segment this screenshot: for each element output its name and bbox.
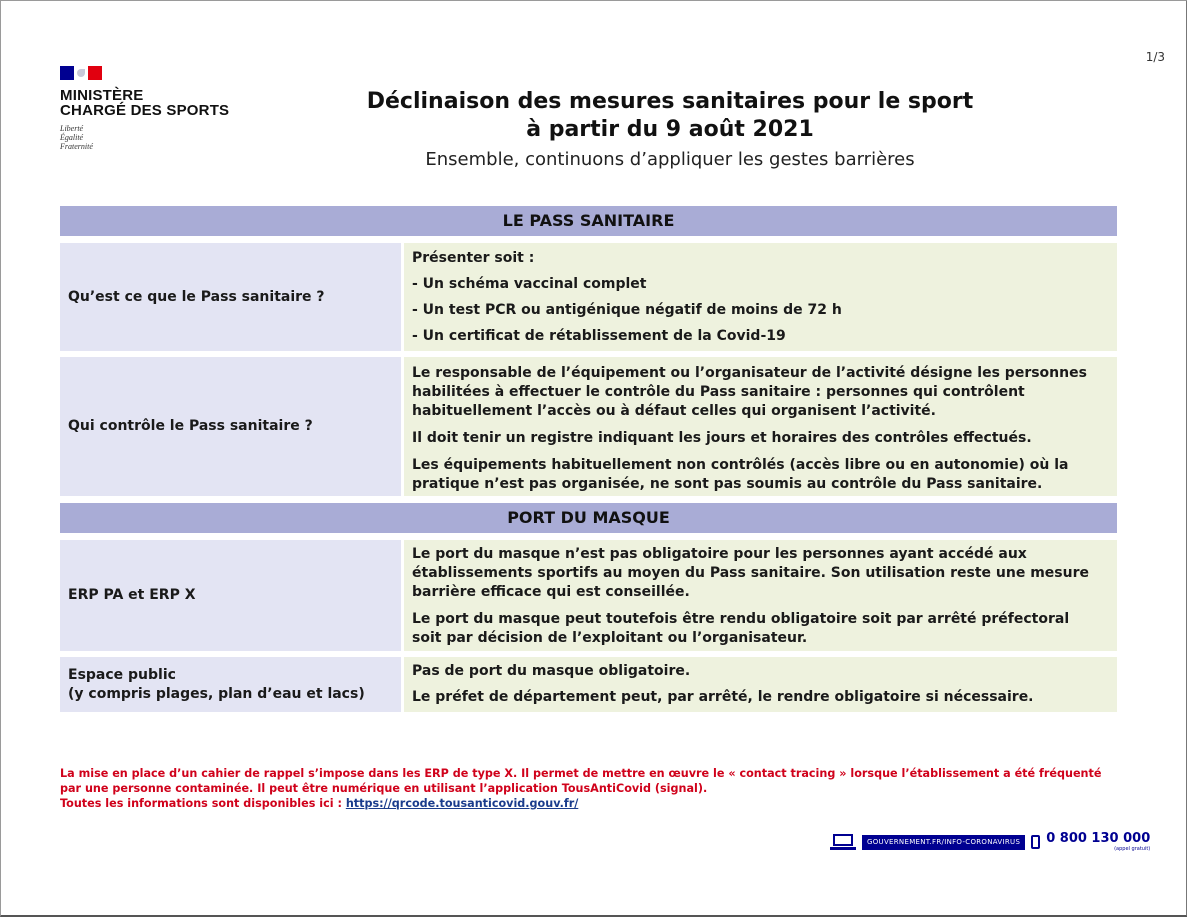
answer-paragraph: - Un certificat de rétablissement de la Covid-19 (412, 328, 786, 344)
answer-paragraph: - Un schéma vaccinal complet (412, 276, 647, 292)
row-answer (404, 243, 1117, 351)
motto-fraternite: Fraternité (60, 142, 93, 151)
section-header-port-du-masque: PORT DU MASQUE (60, 503, 1117, 533)
note-info-line (60, 796, 1120, 811)
motto (60, 124, 260, 151)
answer-paragraph: Pas de port du masque obligatoire. (412, 663, 691, 679)
table-row-erp (60, 540, 1117, 651)
answer-paragraph: Il doit tenir un registre indiquant les jours et horaires des contrôles effectués. (412, 430, 1032, 446)
ministry-line-1: MINISTÈRE (60, 87, 144, 104)
answer-paragraph: Le préfet de département peut, par arrêté, le rendre obligatoire si nécessaire. (412, 689, 1034, 705)
page-number: 1/3 (1145, 50, 1165, 64)
row-answer (404, 540, 1117, 651)
tousanticovid-link[interactable]: https://qrcode.tousanticovid.gouv.fr/ (345, 797, 579, 810)
gov-info-badge (830, 832, 1150, 852)
table-row-public-space (60, 657, 1117, 712)
marianne-flag-icon (60, 66, 102, 80)
ministry-line-2: CHARGÉ DES SPORTS (60, 102, 230, 119)
table-row-what-is-pass (60, 243, 1117, 351)
phone-block (1046, 832, 1150, 852)
row-answer (404, 657, 1117, 712)
phone-icon (1031, 835, 1040, 849)
answer-paragraph: Le port du masque n’est pas obligatoire pour les personnes ayant accédé aux établissements sportifs au moyen du Pass sanitaire. Son utilisation reste une mesure barrière efficace qui est conseillée. (412, 546, 1090, 600)
gov-url-label: GOUVERNEMENT.FR/INFO-CORONAVIRUS (862, 835, 1025, 850)
note-info-prefix: Toutes les informations sont disponibles ici : (60, 797, 346, 810)
document-title-block (300, 88, 1040, 172)
table-row-who-controls (60, 357, 1117, 496)
row-question: Qu’est ce que le Pass sanitaire ? (60, 243, 401, 351)
row-question: ERP PA et ERP X (60, 540, 401, 651)
row-answer (404, 357, 1117, 496)
answer-paragraph: Le responsable de l’équipement ou l’organisateur de l’activité désigne les personnes habilitées à effectuer le contrôle du Pass sanitaire : personnes qui contrôlent habituellement l’accès ou à défaut celles qui organisent l’activité. (412, 365, 1087, 419)
title-line-1: Déclinaison des mesures sanitaires pour le sport (366, 89, 974, 114)
ministry-name (60, 88, 260, 118)
laptop-icon (830, 834, 856, 850)
phone-number: 0 800 130 000 (1046, 831, 1151, 846)
title-line-2: à partir du 9 août 2021 (526, 117, 814, 142)
motto-egalite: Égalité (60, 133, 84, 142)
section-header-pass-sanitaire: LE PASS SANITAIRE (60, 206, 1117, 236)
document-title (300, 88, 1040, 144)
motto-liberte: Liberté (60, 124, 84, 133)
row-question: Espace public (y compris plages, plan d’eau et lacs) (60, 657, 401, 712)
document-subtitle: Ensemble, continuons d’appliquer les gestes barrières (425, 149, 915, 170)
answer-paragraph: Présenter soit : (412, 250, 535, 266)
answer-paragraph: Les équipements habituellement non contrôlés (accès libre ou en autonomie) où la pratique n’est pas organisée, ne sont pas soumis au contrôle du Pass sanitaire. (412, 457, 1069, 492)
note-text: La mise en place d’un cahier de rappel s’impose dans les ERP de type X. Il permet de mettre en œuvre le « contact tracing » lorsque l’établissement a été fréquenté par une personne contaminée. Il peut être numérique en utilisant l’application TousAntiCovid (signal). (60, 767, 1102, 795)
row-question: Qui contrôle le Pass sanitaire ? (60, 357, 401, 496)
ministry-logo (60, 66, 260, 151)
answer-paragraph: - Un test PCR ou antigénique négatif de moins de 72 h (412, 302, 842, 318)
footer-note (60, 766, 1120, 811)
phone-note: (appel gratuit) (1114, 846, 1151, 852)
answer-paragraph: Le port du masque peut toutefois être rendu obligatoire soit par arrêté préfectoral soit par décision de l’exploitant ou l’organisateur. (412, 611, 1070, 646)
